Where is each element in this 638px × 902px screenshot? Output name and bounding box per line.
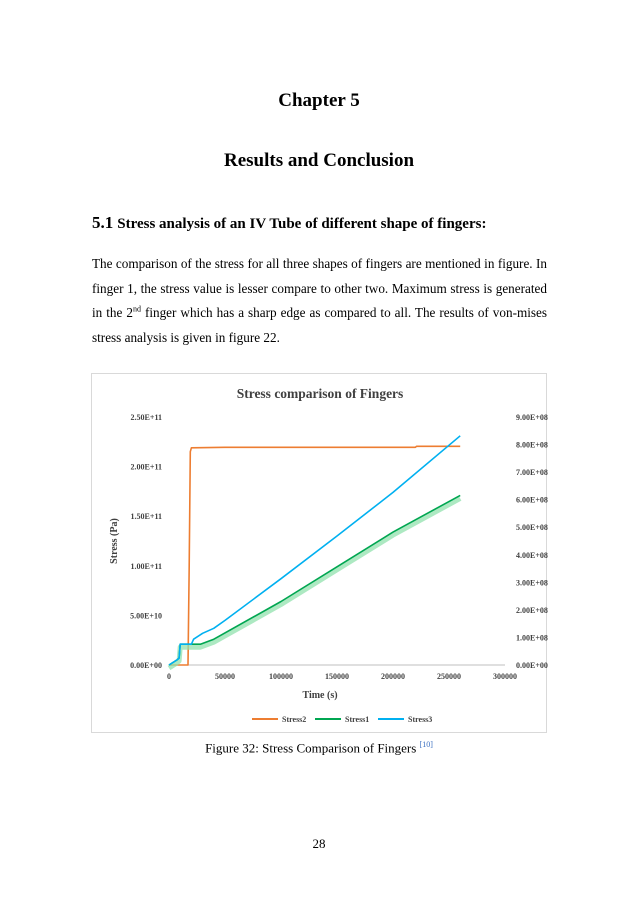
y-right-tick-label: 8.00E+08: [516, 440, 548, 450]
series-line-stress2: [169, 446, 460, 665]
series-stress1-halo: [169, 498, 460, 668]
y-left-tick-label: 2.50E+11: [130, 413, 162, 422]
chapter-title: Results and Conclusion: [223, 150, 415, 171]
y-left-tick-label: 1.00E+11: [130, 561, 162, 571]
figure-caption: [0, 740, 638, 756]
x-tick-label: 200000: [381, 672, 405, 681]
section-heading: [92, 213, 486, 233]
x-tick-label: 100000: [269, 672, 293, 681]
x-tick-label: 300000: [493, 672, 517, 681]
x-axis-label: Time (s): [302, 690, 338, 701]
y-right-tick-label: 9.00E+08: [516, 413, 548, 422]
legend-label-stress2: Stress2: [282, 715, 307, 724]
chart-frame: [91, 373, 547, 733]
y-right-tick-label: 7.00E+08: [516, 468, 548, 478]
paragraph-part-a: The comparison of the stress for all three shapes of fingers are mentioned in figure. In finger 1, the stress value is lesser compare to other two. Maximum stress is generated in the 2: [92, 256, 547, 320]
page-number: 28: [312, 836, 326, 851]
y-axis-label: Stress (Pa): [109, 518, 120, 564]
section-title: Stress analysis of an IV Tube of different shape of fingers:: [117, 216, 487, 232]
y-right-tick-label: 6.00E+08: [516, 495, 548, 505]
y-right-tick-label: 3.00E+08: [516, 578, 548, 588]
series-line-stress3: [169, 436, 460, 665]
chapter-label: Chapter 5: [278, 90, 360, 111]
legend-label-stress1: Stress1: [345, 715, 370, 724]
legend-label-stress3: Stress3: [408, 715, 433, 724]
y-left-tick-label: 1.50E+11: [130, 512, 162, 522]
y-right-tick-label: 1.00E+08: [516, 633, 548, 643]
paragraph-part-b: finger which has a sharp edge as compared to all. The results of von-mises stress analysis is given in figure 22.: [92, 305, 547, 345]
y-left-tick-label: 5.00E+10: [130, 611, 162, 621]
y-left-tick-label: 2.00E+11: [130, 462, 162, 472]
section-number: 5.1: [92, 213, 114, 232]
body-paragraph: [92, 252, 547, 350]
chart-title: Stress comparison of Fingers: [236, 386, 404, 401]
y-right-tick-label: 5.00E+08: [516, 523, 548, 533]
paragraph-superscript: nd: [132, 304, 141, 314]
y-left-tick-label: 0.00E+00: [130, 661, 162, 670]
stress-chart: [92, 374, 548, 734]
x-tick-label: 0: [167, 672, 171, 681]
y-right-tick-label: 0.00E+00: [516, 661, 548, 670]
caption-reference: [10]: [419, 740, 433, 749]
x-tick-label: 50000: [215, 672, 235, 681]
y-right-tick-label: 4.00E+08: [516, 550, 548, 560]
caption-text: Figure 32: Stress Comparison of Fingers: [205, 740, 417, 756]
y-right-tick-label: 2.00E+08: [516, 605, 548, 615]
x-tick-label: 250000: [437, 672, 461, 681]
x-tick-label: 150000: [325, 672, 349, 681]
